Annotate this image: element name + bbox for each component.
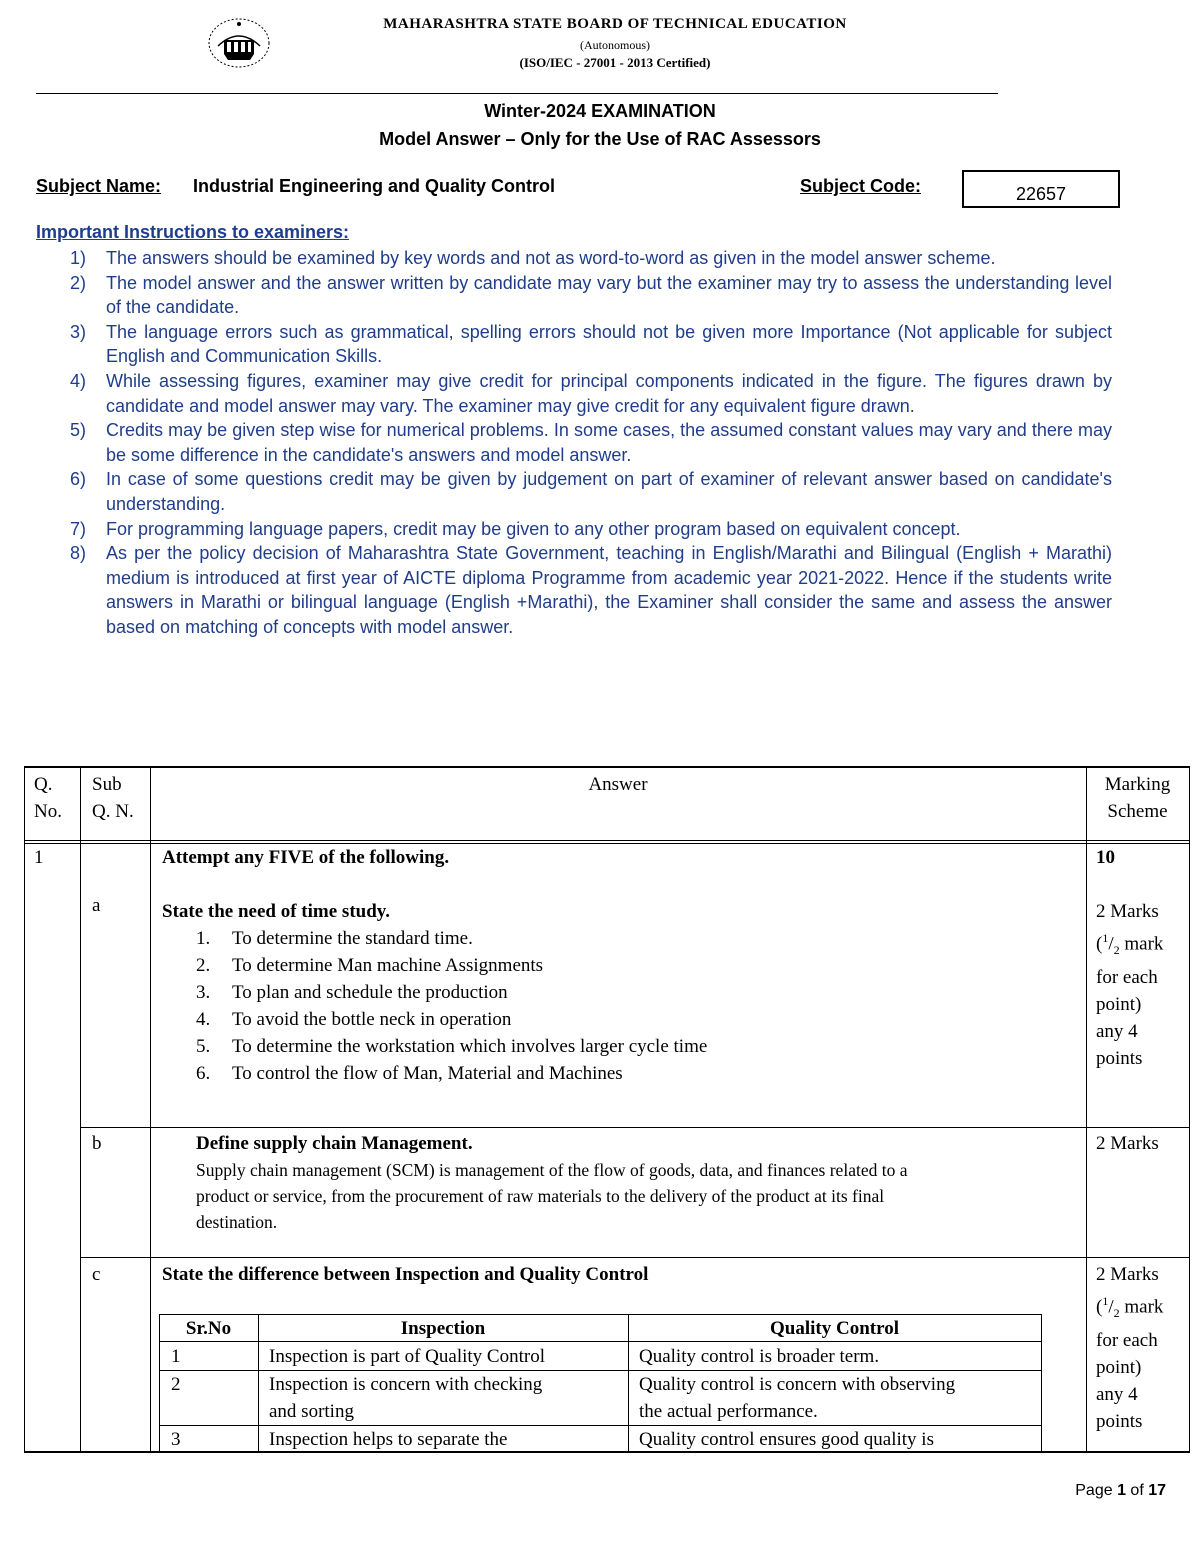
row-rule-b xyxy=(80,1127,1190,1128)
table-border-top xyxy=(24,766,1190,768)
marks-b: 2 Marks xyxy=(1096,1133,1159,1154)
col-header-inspection: Inspection xyxy=(400,1318,486,1339)
fraction-denominator: 2 xyxy=(1113,1306,1120,1321)
page-number xyxy=(1075,1482,1166,1500)
fraction-numerator: 1 xyxy=(1102,1294,1109,1308)
header-sub-1: Sub xyxy=(92,774,122,795)
instruction-item xyxy=(70,320,1112,369)
list-text: To determine the workstation which involves larger cycle time xyxy=(232,1036,708,1057)
instruction-item xyxy=(70,271,1112,320)
fraction-denominator: 2 xyxy=(1113,943,1120,958)
col-rule xyxy=(150,766,151,1452)
instruction-number: 3) xyxy=(70,321,87,342)
page-total: 17 xyxy=(1148,1482,1166,1499)
instruction-number: 8) xyxy=(70,543,87,564)
question-total-marks: 10 xyxy=(1096,847,1115,868)
instruction-text: The answers should be examined by key words and not as word-to-word as given in the model answer scheme. xyxy=(106,248,996,268)
model-answer-title: Model Answer – Only for the Use of RAC Assessors xyxy=(379,129,821,149)
instruction-item xyxy=(70,467,1112,516)
sub-question-b-text: Define supply chain Management. xyxy=(196,1133,473,1154)
marks-paren: ( xyxy=(1096,1296,1103,1318)
list-number: 1. xyxy=(196,928,211,949)
marks-word: mark xyxy=(1119,933,1164,955)
list-number: 5. xyxy=(196,1036,211,1057)
exam-title: Winter-2024 EXAMINATION xyxy=(484,101,716,121)
instruction-text: In case of some questions credit may be given by judgement on part of examiner of relevant answer based on candidate's understanding. xyxy=(106,469,1112,514)
subject-code-box: 22657 xyxy=(962,170,1120,208)
list-text: To determine the standard time. xyxy=(232,928,473,949)
marks-line: points xyxy=(1096,1048,1143,1070)
question-title: Attempt any FIVE of the following. xyxy=(162,847,450,868)
autonomous-label: (Autonomous) xyxy=(580,38,650,52)
row-rule-c xyxy=(80,1257,1190,1258)
header-marks-1: Marking xyxy=(1104,774,1171,795)
sub-question-b: b xyxy=(92,1133,102,1154)
instructions-list xyxy=(70,246,1112,640)
instruction-number: 5) xyxy=(70,420,87,441)
page-of: of xyxy=(1125,1482,1149,1499)
instruction-item xyxy=(70,541,1112,639)
col-rule xyxy=(1189,766,1190,1452)
marks-word: mark xyxy=(1119,1296,1164,1318)
row-inspection: Inspection is concern with checking xyxy=(269,1374,543,1395)
instruction-text: While assessing figures, examiner may give credit for principal components indicated in the figure. The figures drawn by candidate and model answer may vary. The examiner may give credit for any equivalent figure drawn. xyxy=(106,370,1112,416)
subject-code-label: Subject Code: xyxy=(800,176,922,196)
row-quality-control: Quality control is broader term. xyxy=(639,1346,880,1367)
page-current: 1 xyxy=(1117,1482,1126,1499)
row-inspection: Inspection is part of Quality Control xyxy=(269,1346,545,1367)
marks-line: for each xyxy=(1096,1330,1158,1352)
instruction-text: Credits may be given step wise for numerical problems. In some cases, the assumed constant values may vary and there may be some difference in the candidate's answers and model answer. xyxy=(106,420,1112,465)
table-header-rule xyxy=(24,840,1190,841)
marks-line: any 4 xyxy=(1096,1384,1138,1406)
list-item xyxy=(196,979,508,1006)
header-answer: Answer xyxy=(588,774,648,795)
instruction-item xyxy=(70,517,1112,542)
list-item xyxy=(196,1033,708,1060)
instruction-number: 7) xyxy=(70,518,87,539)
row-inspection: and sorting xyxy=(269,1401,354,1422)
iso-certification: (ISO/IEC - 27001 - 2013 Certified) xyxy=(519,55,711,70)
marks-c xyxy=(1096,1261,1163,1435)
marks-a xyxy=(1096,898,1163,1072)
header-qno-1: Q. xyxy=(34,774,53,795)
marks-line: any 4 xyxy=(1096,1021,1138,1043)
header-marks-2: Scheme xyxy=(1107,801,1168,822)
instruction-item xyxy=(70,418,1112,467)
instruction-text: For programming language papers, credit may be given to any other program based on equivalent concept. xyxy=(106,518,961,539)
col-rule xyxy=(24,766,25,1452)
marks-line: point) xyxy=(1096,994,1142,1016)
row-quality-control: Quality control is concern with observing xyxy=(639,1374,956,1395)
instructions-title: Important Instructions to examiners: xyxy=(36,222,350,242)
answer-line: Supply chain management (SCM) is management of the flow of goods, data, and finances related to a xyxy=(196,1160,908,1180)
instruction-item xyxy=(70,369,1112,418)
instruction-number: 2) xyxy=(70,272,87,293)
instruction-number: 1) xyxy=(70,248,87,268)
instruction-text: As per the policy decision of Maharashtra State Government, teaching in English/Marathi and Bilingual (English + Marathi) medium is introduced at first year of AICTE diploma Programme from academic year 2021-2022. Hence if the students write answers in Marathi or bilingual language (English +Marathi), the Examiner shall consider the same and assess the answer based on matching of concepts with model answer. xyxy=(106,543,1112,637)
marks-line: 2 Marks xyxy=(1096,901,1159,922)
page-label: Page xyxy=(1075,1482,1118,1499)
list-text: To avoid the bottle neck in operation xyxy=(232,1009,512,1030)
row-quality-control: Quality control ensures good quality is xyxy=(639,1429,934,1450)
fraction-numerator: 1 xyxy=(1102,931,1109,945)
instruction-text: The language errors such as grammatical, spelling errors should not be given more Importance (Not applicable for subject English and Communication Skills. xyxy=(106,321,1112,367)
col-rule xyxy=(80,766,81,1452)
marks-paren: ( xyxy=(1096,933,1103,955)
list-number: 2. xyxy=(196,955,211,976)
list-text: To plan and schedule the production xyxy=(232,982,508,1003)
sub-question-a-text: State the need of time study. xyxy=(162,901,390,922)
subject-name-label: Subject Name: xyxy=(36,176,162,196)
instruction-number: 4) xyxy=(70,370,87,391)
row-inspection: Inspection helps to separate the xyxy=(269,1429,508,1450)
row-srno: 3 xyxy=(171,1429,181,1450)
list-number: 4. xyxy=(196,1009,211,1030)
header-rule xyxy=(36,93,998,94)
answer-line: product or service, from the procurement of raw materials to the delivery of the product at its final xyxy=(196,1186,885,1206)
col-header-srno: Sr.No xyxy=(185,1318,232,1339)
header-qno-2: No. xyxy=(34,801,62,822)
list-number: 3. xyxy=(196,982,211,1003)
subject-name: Industrial Engineering and Quality Control xyxy=(193,176,556,196)
sub-question-a: a xyxy=(92,895,101,916)
list-item xyxy=(196,952,544,979)
marks-line: for each xyxy=(1096,967,1158,989)
col-rule xyxy=(1086,766,1087,1452)
header-sub-2: Q. N. xyxy=(92,801,134,822)
table-border-bottom xyxy=(24,1451,1190,1453)
row-srno: 2 xyxy=(171,1374,181,1395)
marks-line xyxy=(1096,1288,1163,1327)
list-item xyxy=(196,925,473,952)
question-number: 1 xyxy=(34,847,44,868)
fraction-slash: / xyxy=(1108,1296,1114,1318)
inner-col-rule xyxy=(1041,1314,1042,1452)
list-item xyxy=(196,1006,512,1033)
instruction-text: The model answer and the answer written by candidate may vary but the examiner may try to assess the understanding level of the candidate. xyxy=(106,272,1112,318)
list-number: 6. xyxy=(196,1063,211,1084)
instruction-item xyxy=(70,246,1112,271)
marks-line: point) xyxy=(1096,1357,1142,1379)
board-name: MAHARASHTRA STATE BOARD OF TECHNICAL EDUCATION xyxy=(383,16,847,32)
instruction-number: 6) xyxy=(70,469,87,490)
list-text: To control the flow of Man, Material and Machines xyxy=(232,1063,623,1084)
fraction-slash: / xyxy=(1108,933,1114,955)
list-text: To determine Man machine Assignments xyxy=(232,955,544,976)
marks-line: points xyxy=(1096,1411,1143,1433)
sub-question-c-text: State the difference between Inspection and Quality Control xyxy=(162,1264,649,1285)
marks-line: 2 Marks xyxy=(1096,1264,1159,1285)
answer-line: destination. xyxy=(196,1212,278,1232)
sub-question-c: c xyxy=(92,1264,101,1285)
list-item xyxy=(196,1060,623,1087)
row-quality-control: the actual performance. xyxy=(639,1401,818,1422)
row-srno: 1 xyxy=(171,1346,181,1367)
marks-line xyxy=(1096,925,1163,964)
col-header-quality-control: Quality Control xyxy=(770,1318,899,1339)
